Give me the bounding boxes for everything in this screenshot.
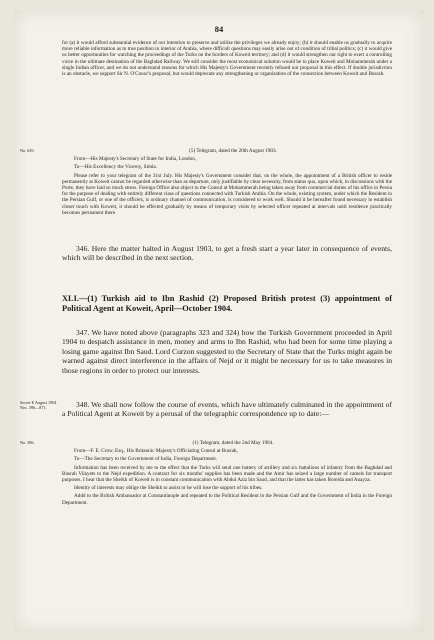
telegram-1-block [62,148,392,218]
para-347: 347. We have noted above (paragraphs 323 and 324) how the Turkish Government proceeded in April 1904 to despatch assistance in men, money and arms to Ibn Rashid, who had been for some time playing a losing game against Ibn Saud. Lord Curzon suggested to the Secretary of State that the Turks might again be warned against direct interference in the affairs of Nejd or it might be necessary for us to take measures in those regions in order to protect our interests. [62,328,392,375]
margin-ref-639: No. 639. [20,148,35,153]
telegram-2-to: To—The Secretary to the Government of India, Foreign Department. [74,456,218,463]
telegram-2-from: From—F. E. Crow, Esq., His Britannic Majesty's Officiating Consul at Busrah, [74,448,238,455]
telegram-2-body-1: Information has been received by me to the effect that the Turks will send one battery of artillery and six battalions of infantry from the Baghdad and Busrah Vilayets to the Nejd expedition. A contract for six months' supplies has been made and the Amir has seized a large number of camels for transport purposes. I hear that the Sheikh of Koweit is in constant communication with Abdul Aziz bin Saud, and that the latter has taken Boreida and Anayza. [62,464,392,484]
para-348-block [62,400,392,419]
telegram-1-from: From—His Majesty's Secretary of State for India, London, [74,156,197,163]
telegram-1-heading: (5) Telegram, dated the 20th August 1903. [189,148,277,154]
telegram-2-block [62,440,392,508]
para-347-block [62,328,392,375]
top-paragraph: for (a) it would afford substantial evidence of our intention to preserve and utilize the privileges we already enjoy; (b) it should enable us gradually to acquire more reliable information as to true position in interior of Arabia, where difficult questions may easily arise out of condition of tribal politics; (c) it would give us better opportunities for watching the proceedings of the Turks on the borders of Koweit territory; and (d) it would strengthen our right to exert a controlling voice in the ultimate destination of the Baghdad Railway. We still consider the most economical solution would be to place Koweit and Mohammerah under a single Indian officer, and we do not understand reasons for which His Majesty's Government recently refused our proposal in this effect. If double jurisdiction is an obstacle, we support Sir N. O'Conor's proposal, but would deprecate any strengthening or organization of the connection between Koweit and Busrah. [62,40,392,78]
section-xli-heading: XLI.—(1) Turkish aid to Ibn Rashid (2) Proposed British protest (3) appointment of Political Agent at Koweit, April—October 1904. [62,294,392,314]
telegram-1-to: To—His Excellency the Viceroy, Simla. [74,164,158,171]
document-page [14,10,424,632]
telegram-1-body: Please refer to your telegram of the 31st July. His Majesty's Government consider that, on the whole, the appointment of a British officer to reside permanently at Koweit cannot be regarded otherwise than as departure, only justifiable by clear necessity, from status quo, upon which, in discussions with the Porte, they have laid so much stress. Foreign Office also object to the Consul at Mohammerah being taken away from commercial duties of his office in Persia for the purpose of dealing with entirely different class of questions connected with Turkish Arabia. On the whole, existing system, under which the Resident in the Persian Gulf, or one of the officers, is ordinary channel of communication, is considered to work well. Should it be hereafter found necessary to establish closer touch with Koweit, it should be effected gradually by means of temporary visits by selected officer repeated at intervals until residence practically becomes permanent there. [62,172,392,216]
margin-ref-secret-e: Secret E August 1904 Nos. 396—871. [20,400,57,411]
telegram-2-body-2: Identity of interests may oblige the Sheikh to assist or he will lose the support of his tribes. [74,485,263,492]
para-346-block [62,244,392,263]
margin-ref-396: No. 396. [20,440,35,445]
telegram-2-heading: (1) Telegram, dated the 2nd May 1904. [192,440,274,446]
top-paragraph-block [62,40,392,79]
para-348: 348. We shall now follow the course of events, which have ultimately culminated in the appointment of a Political Agent at Koweit by a perusal of the telegraphic correspondence up to date:— [62,400,392,419]
telegram-2-body-3: Addd to the British Ambassador at Constantinople and repeated to the Political Resident in the Persian Gulf and the Government of India in the Foreign Department. [62,493,392,506]
para-346: 346. Here the matter halted in August 1903, to get a fresh start a year later in consequence of events, which will be described in the next section. [62,244,392,263]
page-number: 84 [214,24,224,34]
